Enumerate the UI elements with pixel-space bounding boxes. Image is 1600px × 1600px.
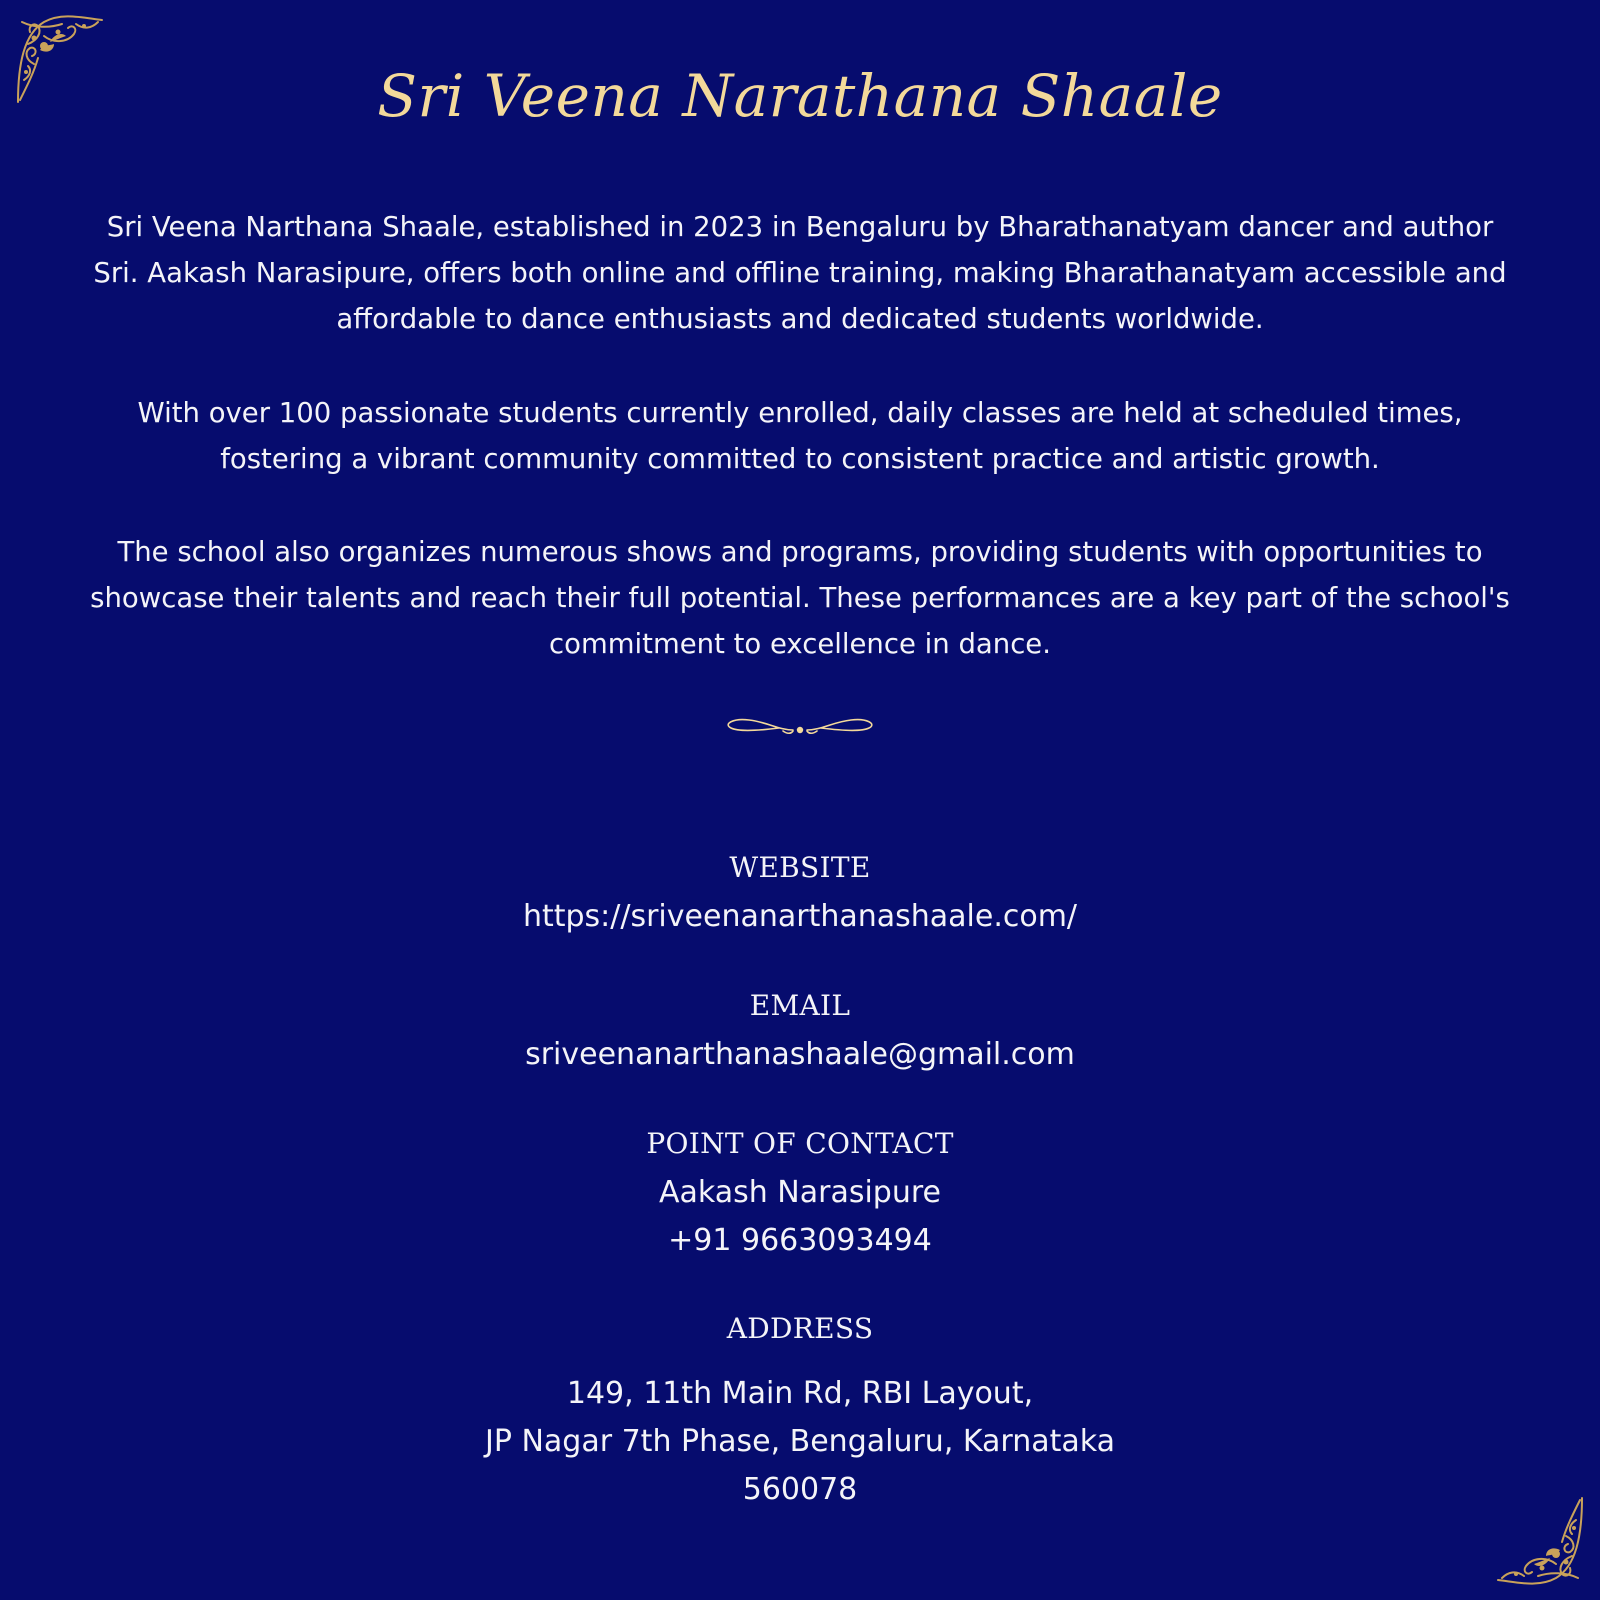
address-line-1: 149, 11th Main Rd, RBI Layout, [566, 1376, 1034, 1411]
intro-paragraph: Sri Veena Narthana Shaale, established in 2023 in Bengaluru by Bharathanatyam dancer and author Sri. Aakash Narasipure, offers both online and offline training, making Bharathanatyam accessible and affordable to dance enthusiasts and dedicated students worldwide. [93, 211, 1507, 335]
website-label: WEBSITE [729, 851, 871, 884]
flourish-divider-icon [723, 716, 877, 742]
address-line-2: JP Nagar 7th Phase, Bengaluru, Karnataka [485, 1424, 1115, 1459]
page-title: Sri Veena Narathana Shaale [377, 62, 1223, 130]
point-of-contact-label: POINT OF CONTACT [646, 1127, 954, 1160]
shows-paragraph: The school also organizes numerous shows and programs, providing students with opportunities to showcase their talents and reach their full potential. These performances are a key part of the school's commitment to excellence in dance. [90, 536, 1510, 660]
email-label: EMAIL [749, 989, 851, 1022]
email-link[interactable]: sriveenanarthanashaale@gmail.com [525, 1037, 1075, 1072]
contact-name: Aakash Narasipure [658, 1175, 941, 1210]
contact-phone[interactable]: +91 9663093494 [668, 1223, 932, 1258]
students-paragraph: With over 100 passionate students currently enrolled, daily classes are held at scheduled times, fostering a vibrant community committed to consistent practice and artistic growth. [137, 397, 1463, 475]
address-label: ADDRESS [726, 1312, 874, 1345]
address-line-3: 560078 [742, 1472, 858, 1507]
website-link[interactable]: https://sriveenanarthanashaale.com/ [522, 899, 1078, 934]
